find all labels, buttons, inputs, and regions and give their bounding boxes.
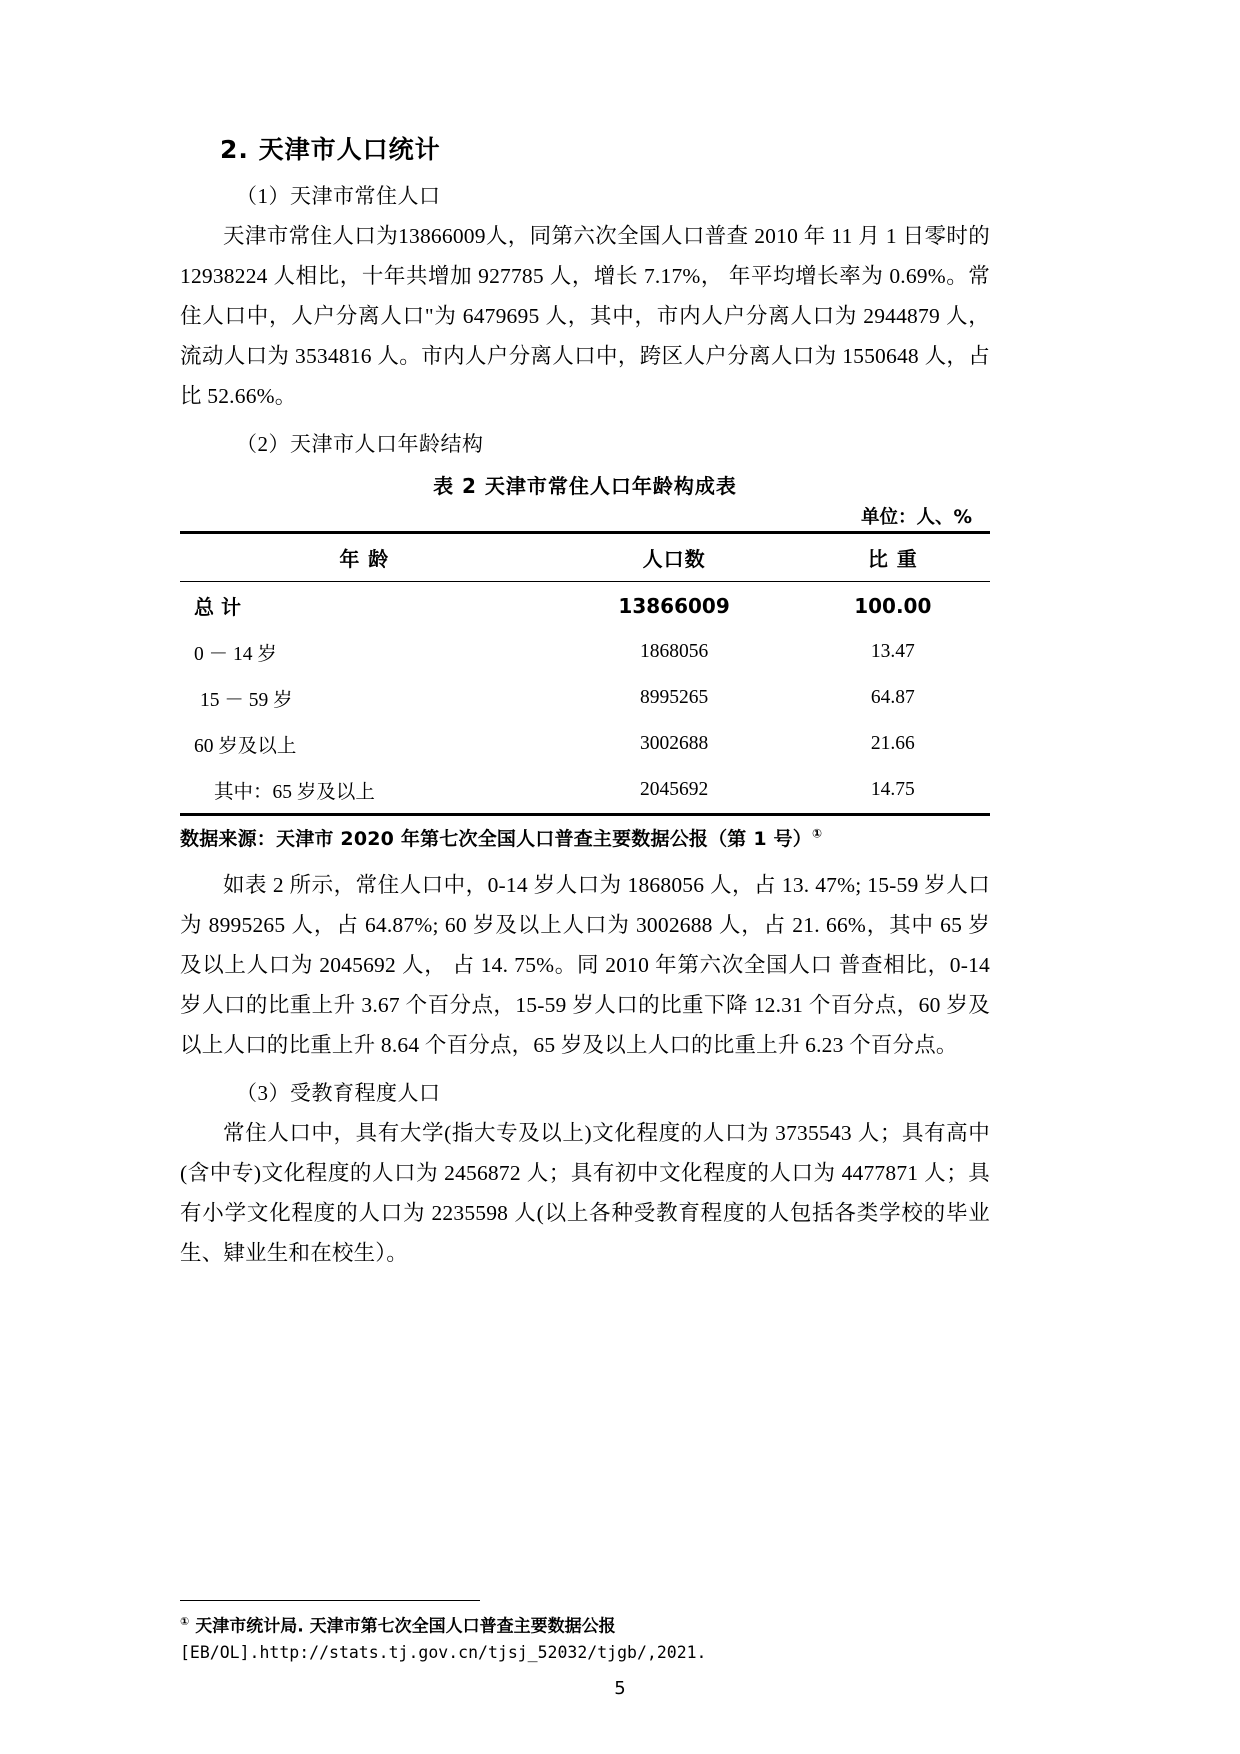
footnote-divider xyxy=(180,1600,480,1601)
footnote-marker-inline: ① xyxy=(811,826,823,841)
table-row xyxy=(180,582,990,630)
cell-share: 14.75 xyxy=(870,779,915,800)
subsection-heading-1: （1）天津市常住人口 xyxy=(236,184,441,208)
cell-count: 3002688 xyxy=(639,733,709,754)
cell-age: 0 － 14 岁 xyxy=(194,644,277,665)
footnote-url: [EB/OL].http://stats.tj.gov.cn/tjsj_52032/tjgb/,2021. xyxy=(180,1643,707,1662)
column-header-age: 年 龄 xyxy=(339,547,390,571)
paragraph-education-level: 常住人口中，具有大学(指大专及以上)文化程度的人口为 3735543 人；具有高中(含中专)文化程度的人口为 2456872 人；具有初中文化程度的人口为 4477871 人；具有小学文化程度的人口为 2235598 人(以上各种受教育程度的人包括各类学校的毕业生、肄业生和在校生）。 xyxy=(180,1121,990,1265)
cell-age: 总 计 xyxy=(194,595,241,619)
footnote-citation xyxy=(180,1609,990,1640)
paragraph-resident-population: 天津市常住人口为13866009人，同第六次全国人口普查 2010 年 11 月 1 日零时的 12938224 人相比，十年共增加 927785 人，增长 7.17%， 年平均增长率为 0.69%。常住人口中，人户分离人口"为 6479695 人，其中，市内人户分离人口为 2944879 人，流动人口为 3534816 人。市内人户分离人口中，跨区人户分离人口为 1550648 人，占比 52.66%。 xyxy=(180,224,990,408)
population-age-table xyxy=(180,531,990,816)
cell-share: 100.00 xyxy=(854,593,932,618)
footnote-area xyxy=(180,1600,990,1666)
cell-count: 13866009 xyxy=(618,593,730,618)
table-caption: 表 2 天津市常住人口年龄构成表 xyxy=(433,474,737,498)
page-number: 5 xyxy=(614,1678,626,1699)
footnote-citation-text: 天津市统计局. 天津市第七次全国人口普查主要数据公报 xyxy=(195,1617,616,1637)
document-body xyxy=(180,130,990,1273)
page-title: 2. 天津市人口统计 xyxy=(220,135,441,164)
cell-share: 13.47 xyxy=(870,641,915,662)
table-row xyxy=(180,767,990,815)
cell-age: 60 岁及以上 xyxy=(194,736,297,757)
table-unit-label: 单位：人、% xyxy=(860,507,972,528)
cell-share: 64.87 xyxy=(870,687,915,708)
cell-count: 1868056 xyxy=(639,641,709,662)
table-source-text: 数据来源：天津市 2020 年第七次全国人口普查主要数据公报（第 1 号） xyxy=(180,828,812,850)
table-header xyxy=(180,533,990,582)
cell-age: 其中：65 岁及以上 xyxy=(214,782,375,803)
subsection-heading-3: （3）受教育程度人口 xyxy=(236,1081,441,1105)
column-header-count: 人口数 xyxy=(642,547,706,571)
cell-count: 2045692 xyxy=(639,779,709,800)
column-header-share: 比 重 xyxy=(867,547,918,571)
cell-age: 15 － 59 岁 xyxy=(200,690,293,711)
cell-count: 8995265 xyxy=(639,687,709,708)
cell-share: 21.66 xyxy=(870,733,915,754)
subsection-heading-2: （2）天津市人口年龄结构 xyxy=(236,432,484,456)
table-row xyxy=(180,675,990,721)
paragraph-age-structure: 如表 2 所示，常住人口中，0-14 岁人口为 1868056 人，占 13. 47%; 15-59 岁人口为 8995265 人，占 64.87%; 60 岁及以上人口为 3002688 人，占 21. 66%，其中 65 岁及以上人口为 2045692 人， 占 14. 75%。同 2010 年第六次全国人口 普查相比，0-14 岁人口的比重上升 3.67 个百分点，15-59 岁人口的比重下降 12.31 个百分点，60 岁及以上人口的比重上升 8.64 个百分点，65 岁及以上人口的比重上升 6.23 个百分点。 xyxy=(180,873,990,1057)
table-body xyxy=(180,582,990,815)
table-row xyxy=(180,629,990,675)
table-source xyxy=(180,824,990,851)
table-header-row xyxy=(180,533,990,582)
table-row xyxy=(180,721,990,767)
footnote-marker: ① xyxy=(180,1615,190,1629)
